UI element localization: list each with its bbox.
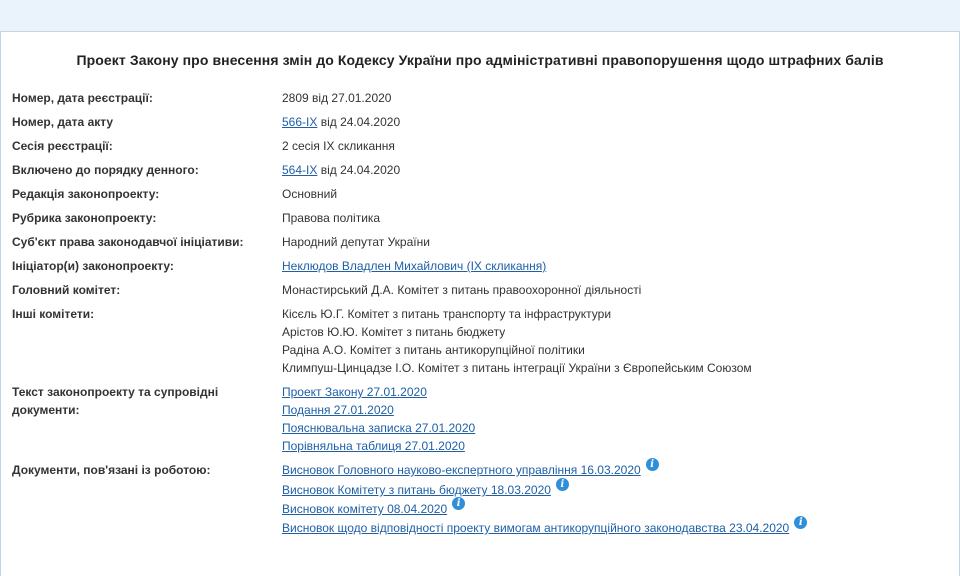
reg-value: 2809 від 27.01.2020 [282,91,392,105]
session-label: Сесія реєстрації: [12,139,113,153]
rubric-value: Правова політика [282,211,381,225]
text-doc-link[interactable]: Порівняльна таблиця 27.01.2020 [282,439,465,453]
text-doc-link[interactable]: Подання 27.01.2020 [282,403,394,417]
info-icon[interactable]: i [556,478,569,491]
text-doc-item [282,437,465,455]
main-committee-value: Монастирський Д.А. Комітет з питань правоохоронної діяльності [282,283,642,297]
text-doc-item [282,401,394,419]
other-committee-item: Радіна А.О. Комітет з питань антикорупційної політики [282,343,585,357]
edition-value: Основний [282,187,338,201]
info-icon[interactable]: i [646,458,659,471]
other-committee-item: Климпуш-Цинцадзе І.О. Комітет з питань інтеграції України з Європейським Союзом [282,361,752,375]
related-doc-item [282,500,465,518]
related-doc-link[interactable]: Висновок Комітету з питань бюджету 18.03.2020 [282,483,551,497]
act-date-text: від 24.04.2020 [317,115,401,129]
other-committee-item: Арістов Ю.Ю. Комітет з питань бюджету [282,325,506,339]
text-doc-item [282,419,475,437]
text-doc-link[interactable]: Пояснювальна записка 27.01.2020 [282,421,476,435]
main-committee-label: Головний комітет: [12,283,121,297]
act-label: Номер, дата акту [12,115,114,129]
act-number-link[interactable]: 566-IX [282,115,318,129]
info-icon[interactable]: i [794,516,807,529]
related-doc-link[interactable]: Висновок Головного науково-експертного управління 16.03.2020 [282,463,641,477]
agenda-number-link[interactable]: 564-IX [282,163,318,177]
text-doc-link[interactable]: Проект Закону 27.01.2020 [282,385,427,399]
other-committee-item: Кісєль Ю.Г. Комітет з питань транспорту та інфраструктури [282,307,612,321]
subject-value: Народний депутат України [282,235,430,249]
other-committees-label: Інші комітети: [12,307,95,321]
initiator-value [282,257,546,275]
agenda-date-text: від 24.04.2020 [317,163,401,177]
session-value: 2 сесія IX скликання [282,139,395,153]
top-toolbar-strip [0,0,960,32]
info-icon[interactable]: i [452,497,465,510]
agenda-label: Включено до порядку денного: [12,163,199,177]
initiator-link[interactable]: Неклюдов Владлен Михайлович (IX скликання) [282,259,547,273]
related-doc-link[interactable]: Висновок комітету 08.04.2020 [282,502,448,516]
documents-label: Документи, пов'язані із роботою: [12,463,211,477]
related-doc-item [282,519,807,537]
related-doc-item [282,461,659,479]
edition-label: Редакція законопроекту: [12,187,160,201]
related-doc-item [282,481,569,499]
related-doc-link[interactable]: Висновок щодо відповідності проекту вимогам антикорупційного законодавства 23.04.2020 [282,521,790,535]
rubric-label: Рубрика законопроекту: [12,211,157,225]
page-title: Проект Закону про внесення змін до Кодексу України про адміністративні правопорушення щодо штрафних балів [76,52,884,68]
subject-label: Суб'єкт права законодавчої ініціативи: [12,235,244,249]
reg-label: Номер, дата реєстрації: [12,91,153,105]
initiator-label: Ініціатор(и) законопроекту: [12,259,174,273]
agenda-value [282,161,400,179]
texts-label: Текст законопроекту та супровідні документи: [12,385,219,417]
act-value [282,113,400,131]
text-doc-item [282,383,427,401]
